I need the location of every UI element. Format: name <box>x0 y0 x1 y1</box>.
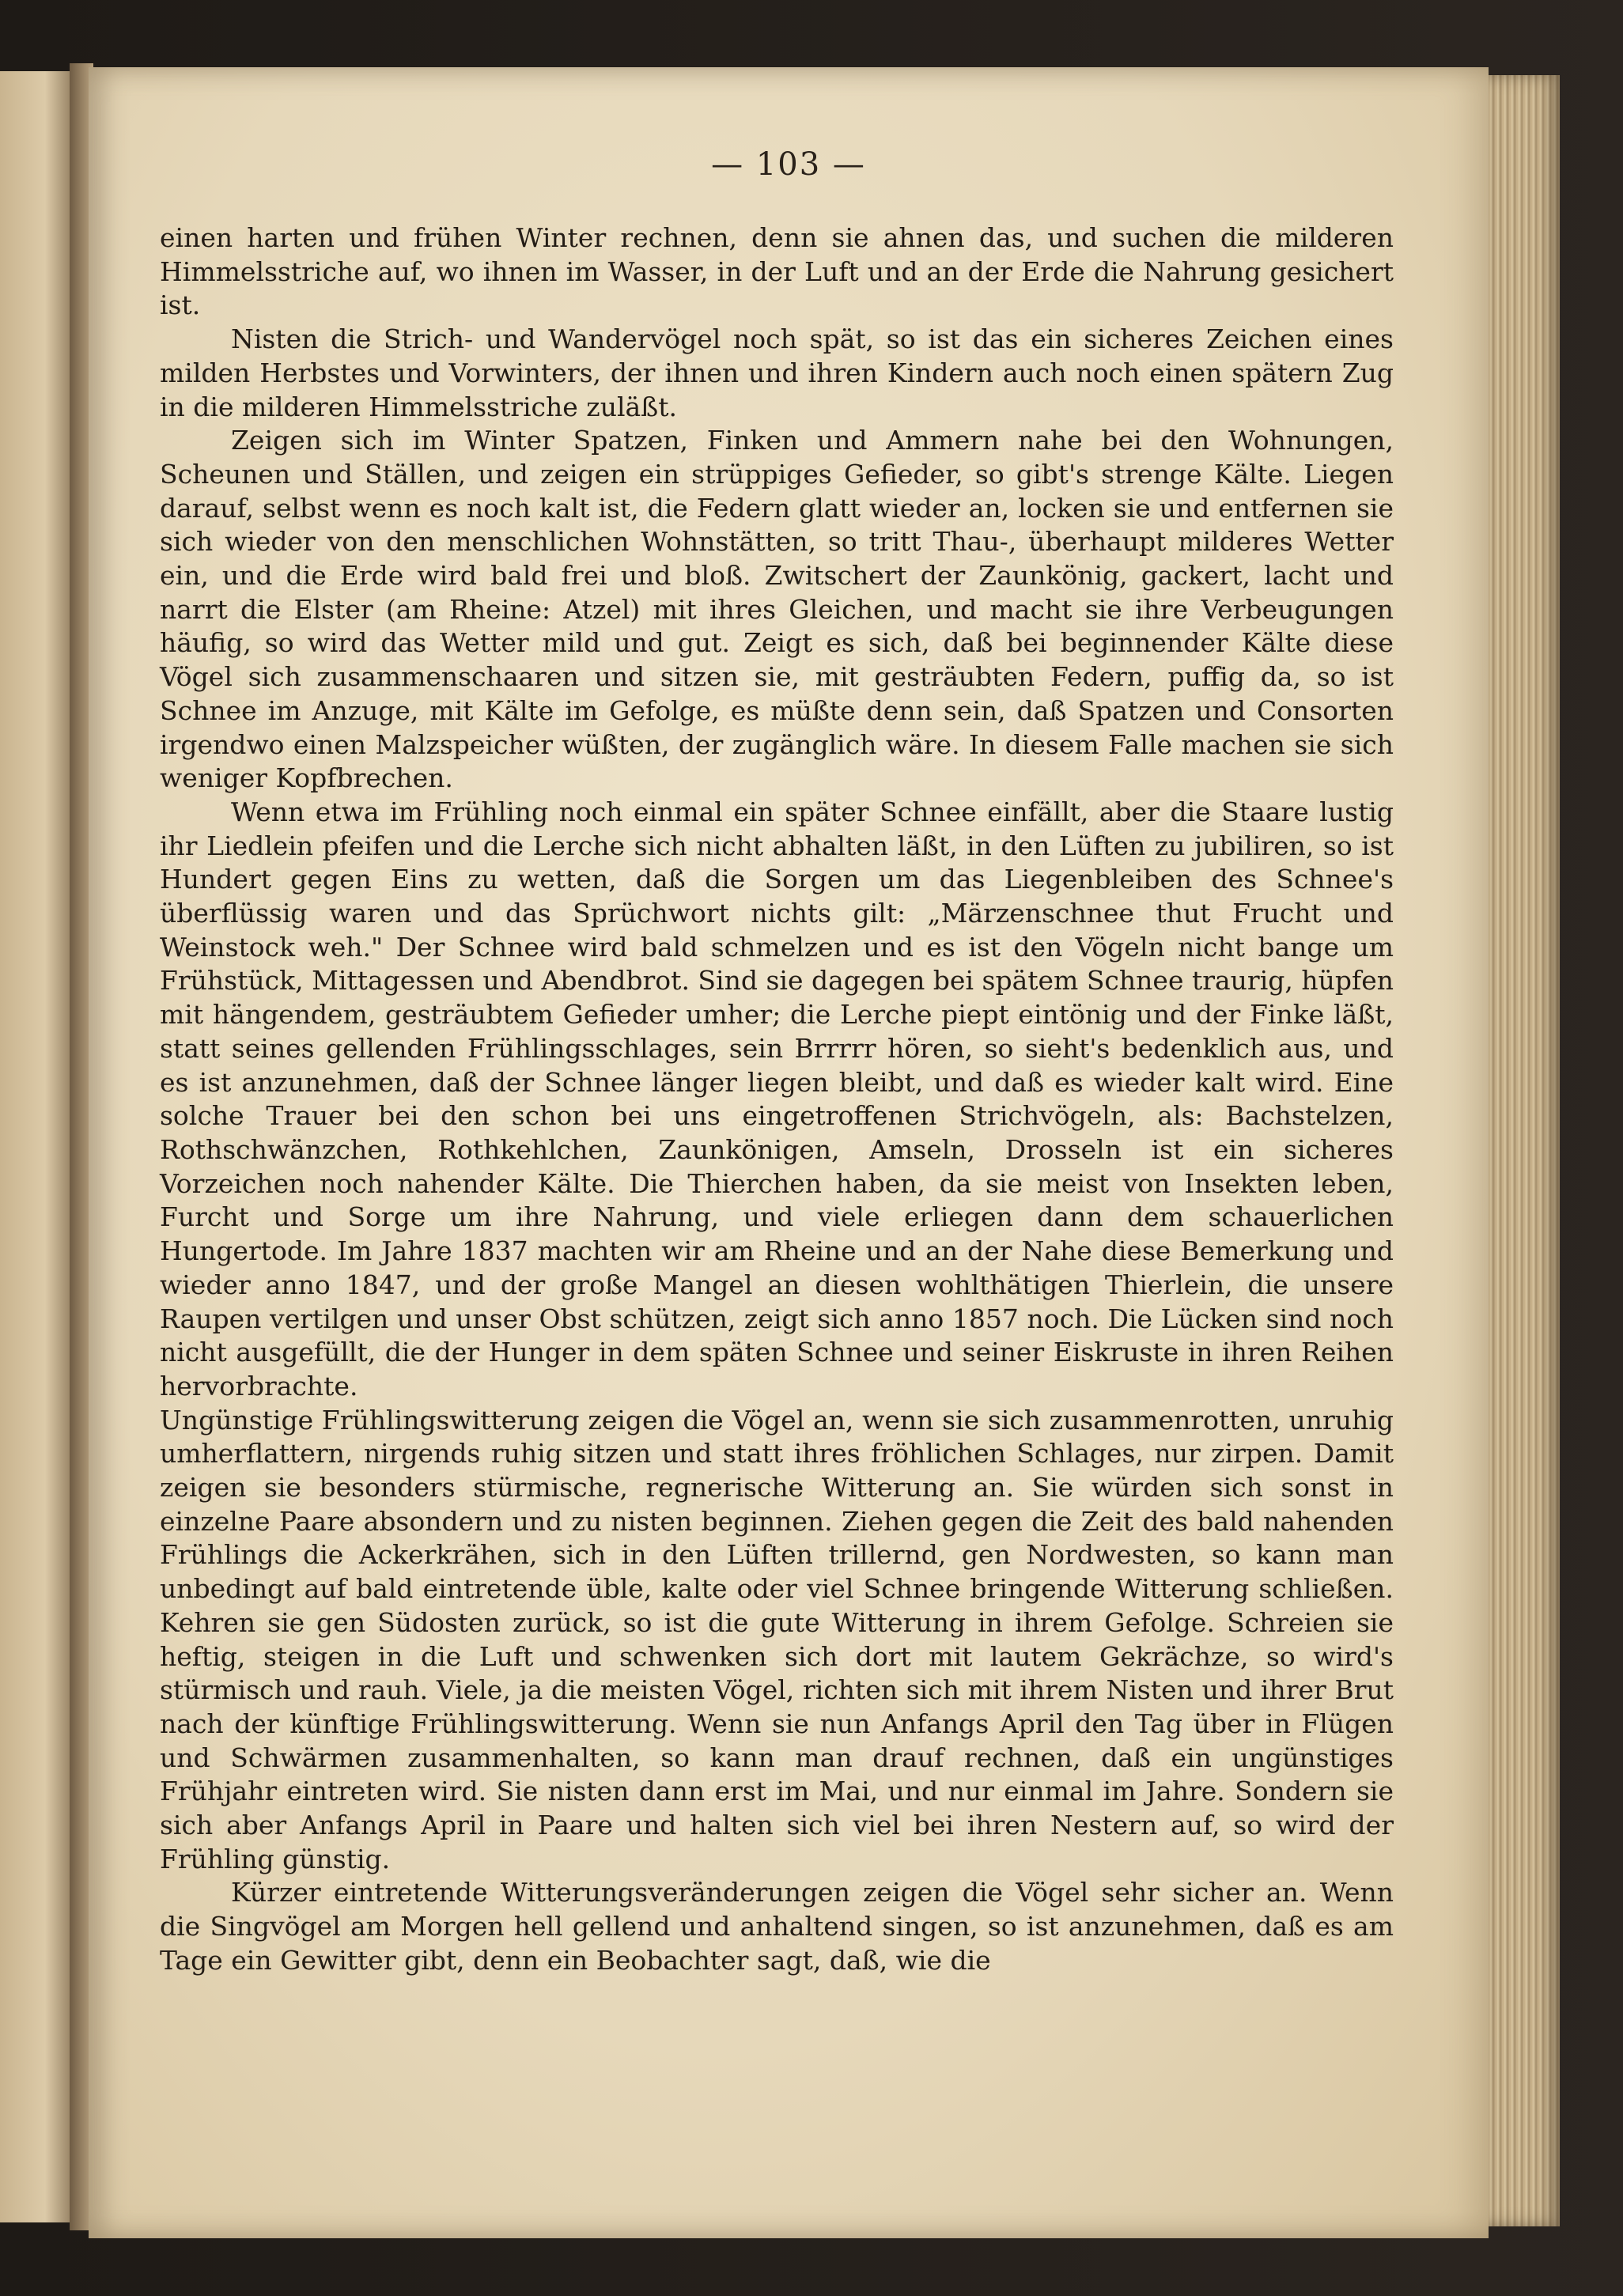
previous-page-edge <box>0 71 75 2222</box>
paragraph-kurzer-witterung: Kürzer eintretende Witterungsveränderungen zeigen die Vögel sehr sicher an. Wenn die Singvögel am Morgen hell gellend und anhaltend singen, so ist anzunehmen, daß es am Tage ein Gewitter gibt, denn ein Beobachter sagt, daß, wie die <box>160 1877 1394 1976</box>
page-body-text <box>160 221 1394 1978</box>
paragraph-winter-spatzen: Zeigen sich im Winter Spatzen, Finken und Ammern nahe bei den Wohnungen, Scheunen und Ställen, und zeigen ein strüppiges Gefieder, so gibt's strenge Kälte. Liegen darauf, selbst wenn es noch kalt ist, die Federn glatt wieder an, locken sie und entfernen sie sich wieder von den menschlichen Wohnstätten, so tritt Thau-, überhaupt milderes Wetter ein, und die Erde wird bald frei und bloß. Zwitschert der Zaunkönig, gackert, lacht und narrt die Elster (am Rheine: Atzel) mit ihres Gleichen, und macht sie ihre Verbeugungen häufig, so wird das Wetter mild und gut. Zeigt es sich, daß bei beginnender Kälte diese Vögel sich zusammenschaaren und sitzen sie, mit gesträubten Federn, puffig da, so ist Schnee im Anzuge, mit Kälte im Gefolge, es müßte denn sein, daß Spatzen und Consorten irgendwo einen Malzspeicher wüßten, der zugänglich wäre. In diesem Falle machen sie sich weniger Kopfbrechen. <box>160 425 1394 794</box>
page-block-edge <box>1489 75 1560 2226</box>
paragraph-ungunstige-witterung: Ungünstige Frühlingswitterung zeigen die Vögel an, wenn sie sich zusammenrotten, unruhig umherflattern, nirgends ruhig sitzen und statt ihres fröhlichen Schlages, nur zirpen. Damit zeigen sie besonders stürmische, regnerische Witterung an. Sie würden sich sonst in einzelne Paare absondern und zu nisten beginnen. Ziehen gegen die Zeit des bald nahenden Frühlings die Ackerkrähen, sich in den Lüften trillernd, gen Nordwesten, so kann man unbedingt auf bald eintretende üble, kalte oder viel Schnee bringende Witterung schließen. Kehren sie gen Südosten zurück, so ist die gute Witterung in ihrem Gefolge. Schreien sie heftig, steigen in die Luft und schwenken sich dort mit lautem Gekrächze, so wird's stürmisch und rauh. Viele, ja die meisten Vögel, richten sich mit ihrem Nisten und ihrer Brut nach der künftige Frühlingswitterung. Wenn sie nun Anfangs April den Tag über in Flügen und Schwärmen zusammenhalten, so kann man drauf rechnen, daß ein ungünstiges Frühjahr eintreten wird. Sie nisten dann erst im Mai, und nur einmal im Jahre. Sondern sie sich aber Anfangs April in Paare und halten sich viel bei ihren Nestern auf, so wird der Frühling günstig. <box>160 1404 1394 1874</box>
book-page <box>89 67 1489 2238</box>
paragraph-continuation: einen harten und frühen Winter rechnen, denn sie ahnen das, und suchen die milderen Himmelsstriche auf, wo ihnen im Wasser, in der Luft und an der Erde die Nahrung gesichert ist. <box>160 222 1394 321</box>
paragraph-strich-wandervoegel: Nisten die Strich- und Wandervögel noch spät, so ist das ein sicheres Zeichen eines milden Herbstes und Vorwinters, der ihnen und ihren Kindern auch noch einen spätern Zug in die milderen Himmelsstriche zuläßt. <box>160 323 1394 422</box>
page-number: — 103 — <box>711 146 866 183</box>
paragraph-fruehling-schnee: Wenn etwa im Frühling noch einmal ein später Schnee einfällt, aber die Staare lustig ihr Liedlein pfeifen und die Lerche sich nicht abhalten läßt, in den Lüften zu jubiliren, so ist Hundert gegen Eins zu wetten, daß die Sorgen um das Liegenbleiben des Schnee's überflüssig waren und das Sprüchwort nichts gilt: „Märzenschnee thut Frucht und Weinstock weh." Der Schnee wird bald schmelzen und es ist den Vögeln nicht bange um Frühstück, Mittagessen und Abendbrot. Sind sie dagegen bei spätem Schnee traurig, hüpfen mit hängendem, gesträubtem Gefieder umher; die Lerche piept eintönig und der Finke läßt, statt seines gellenden Frühlingsschlages, sein Brrrrr hören, so sieht's bedenklich aus, und es ist anzunehmen, daß der Schnee länger liegen bleibt, und daß es wieder kalt wird. Eine solche Trauer bei den schon bei uns eingetroffenen Strichvögeln, als: Bachstelzen, Rothschwänzchen, Rothkehlchen, Zaunkönigen, Amseln, Drosseln ist ein sicheres Vorzeichen noch nahender Kälte. Die Thierchen haben, da sie meist von Insekten leben, Furcht und Sorge um ihre Nahrung, und viele erliegen dann dem schauerlichen Hungertode. Im Jahre 1837 machten wir am Rheine und an der Nahe diese Bemerkung und wieder anno 1847, und der große Mangel an diesen wohlthätigen Thierlein, die unsere Raupen vertilgen und unser Obst schützen, zeigt sich anno 1857 noch. Die Lücken sind noch nicht ausgefüllt, die der Hunger in dem späten Schnee und seiner Eiskruste in ihren Reihen hervorbrachte. <box>160 796 1394 1401</box>
